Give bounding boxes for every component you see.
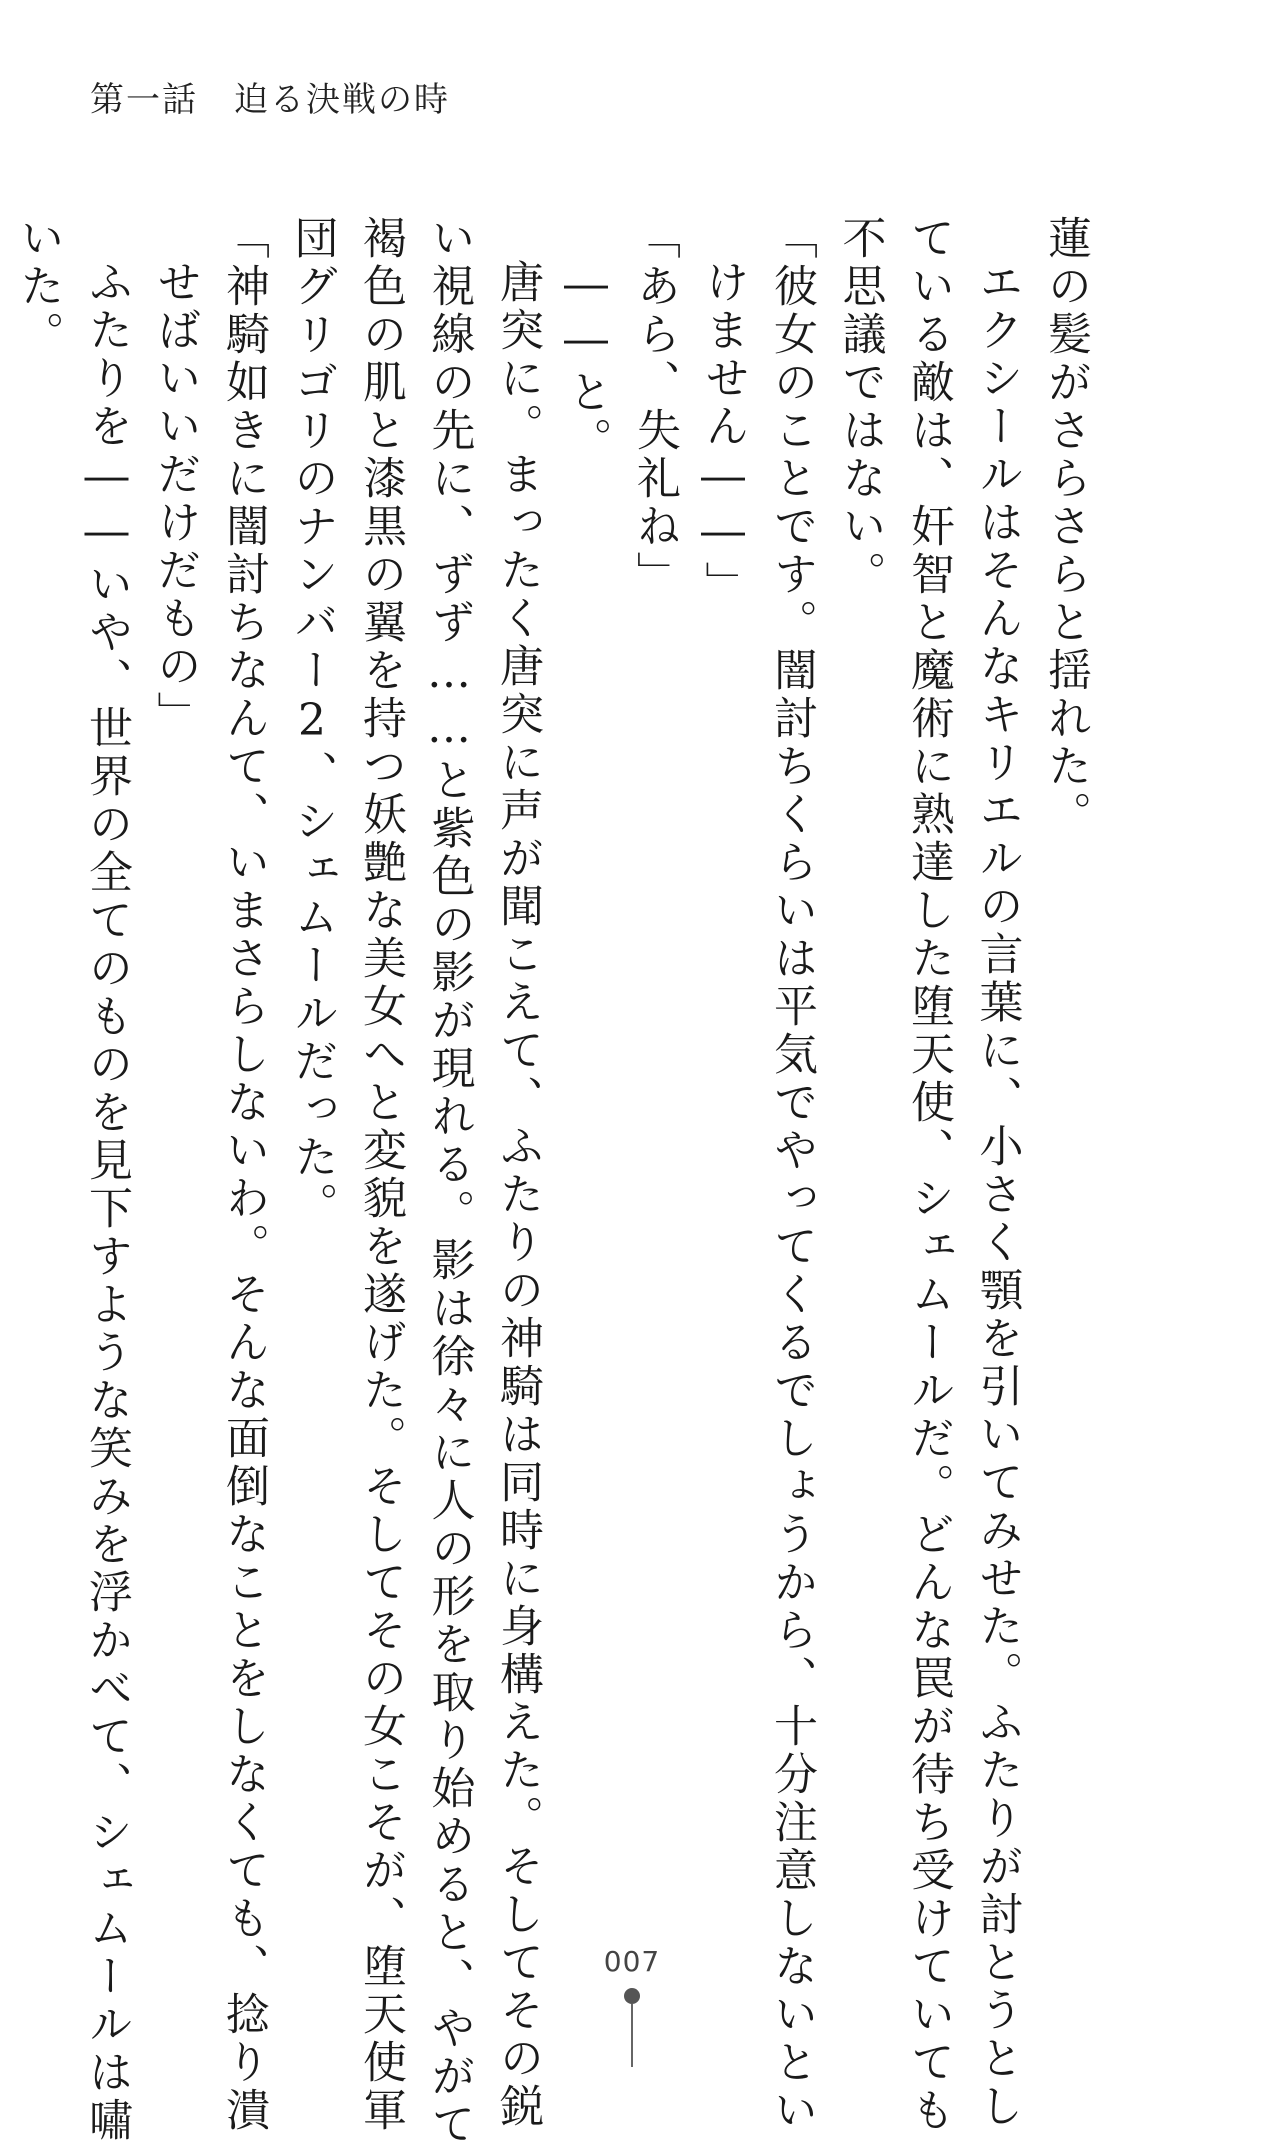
text-line: 褐色の肌と漆黒の翼を持つ妖艶な美女へと変貌を遂げた。そしてその女こそが、堕天使軍 <box>355 215 406 2135</box>
text-line: い視線の先に、ずず……と紫色の影が現れる。影は徐々に人の形を取り始めると、やがて <box>423 215 475 2149</box>
page-number: 007 <box>603 1945 661 1978</box>
chapter-header: 第一話 迫る決戦の時 <box>90 80 450 120</box>
page-marker-dot <box>624 1988 640 2004</box>
dialogue-line: けません――」 <box>697 259 749 609</box>
page-marker-line <box>631 2004 633 2067</box>
dialogue-line: 「彼女のことです。闇討ちくらいは平気でやってくるでしょうから、十分注意しないとい <box>766 215 817 2135</box>
dialogue-line: 「神騎如きに闇討ちなんて、いまさらしないわ。そんな面倒なことをしなくても、捻り潰 <box>218 215 269 2135</box>
text-line: いた。 <box>12 215 64 359</box>
text-line: ふたりを――いや、世界の全てのものを見下すような笑みを浮かべて、シェムールは嘯 <box>81 259 132 2145</box>
dialogue-line: せばいいだけだもの」 <box>149 259 201 739</box>
text-line: 不思議ではない。 <box>834 215 886 599</box>
text-line: エクシールはそんなキリエルの言葉に、小さく顎を引いてみせた。ふたりが討とうとし <box>971 259 1023 2131</box>
text-line: 団グリゴリのナンバー2、シェムールだった。 <box>286 215 338 1230</box>
text-line: ――と。 <box>560 259 612 465</box>
text-line: ている敵は、奸智と魔術に熟達した堕天使、シェムールだ。どんな罠が待ち受けていても <box>903 215 954 2135</box>
text-line: 蓮の髪がさらさらと揺れた。 <box>1040 215 1091 839</box>
dialogue-line: 「あら、失礼ね」 <box>629 215 680 599</box>
text-line: 唐突に。まったく唐突に声が聞こえて、ふたりの神騎は同時に身構えた。そしてその鋭 <box>492 259 543 2131</box>
